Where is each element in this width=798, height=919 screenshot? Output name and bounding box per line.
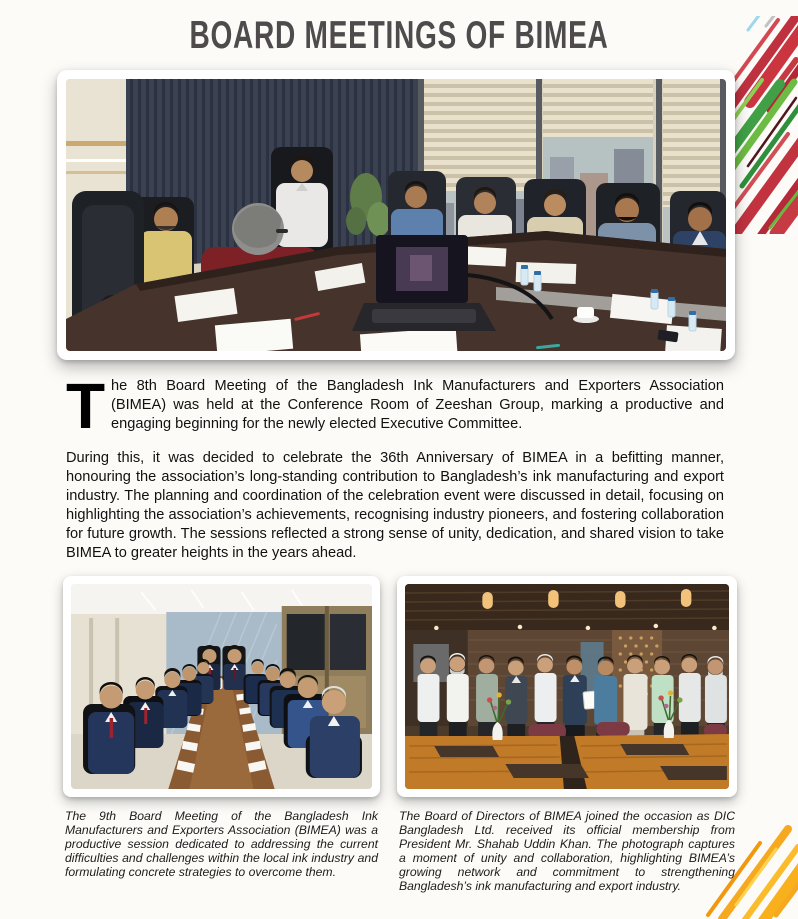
right-photo-card — [397, 576, 737, 797]
right-photo-caption: The Board of Directors of BIMEA joined the occasion as DIC Bangladesh Ltd. received its official membership from President Mr. Shahab Uddin Khan. The photograph captures a moment of unity and collaboration, highlighting BIMEA’s growing network and commitment to strengthening Bangladesh’s ink manufacturing and export industry. — [399, 809, 735, 893]
intro-text: he 8th Board Meeting of the Bangladesh Ink Manufacturers and Exporters Association (BIMEA) was held at the Conference Room of Zeeshan Group, marking a productive and engaging beginning for the newly elected Executive Committee. — [111, 378, 724, 432]
main-photo-card — [57, 70, 735, 360]
right-photo-illustration — [405, 584, 729, 789]
main-photo — [66, 79, 726, 351]
photo-row — [63, 576, 737, 893]
right-photo-column — [397, 576, 737, 893]
page-title — [0, 16, 798, 56]
magazine-page — [0, 16, 798, 893]
main-photo-illustration — [66, 79, 726, 351]
page-title-text: BOARD MEETINGS OF BIMEA — [189, 14, 609, 57]
left-photo-card — [63, 576, 380, 797]
left-photo-illustration — [71, 584, 372, 789]
intro-paragraph — [66, 370, 724, 442]
wood-ceiling — [405, 584, 729, 630]
left-photo-caption: The 9th Board Meeting of the Bangladesh Ink Manufacturers and Exporters Association (BIMEA) was a productive session dedicated to addressing the current difficulties and challenges within the local ink industry and formulating concrete strategies to overcome them. — [65, 809, 378, 879]
right-photo — [405, 584, 729, 789]
left-photo-column — [63, 576, 380, 893]
left-photo — [71, 584, 372, 789]
drop-cap: T — [66, 370, 106, 442]
body-paragraph: During this, it was decided to celebrate the 36th Anniversary of BIMEA in a befitting manner, honouring the association’s long-standing contribution to Bangladesh’s ink manufacturing and export industry. The planning and coordination of the celebration event were discussed in detail, focusing on highlighting the association’s achievements, recognising industry pioneers, and fostering collaboration for future growth. The sessions reflected a strong sense of unity, dedication, and shared vision to take BIMEA to greater heights in the years ahead. — [66, 450, 724, 561]
